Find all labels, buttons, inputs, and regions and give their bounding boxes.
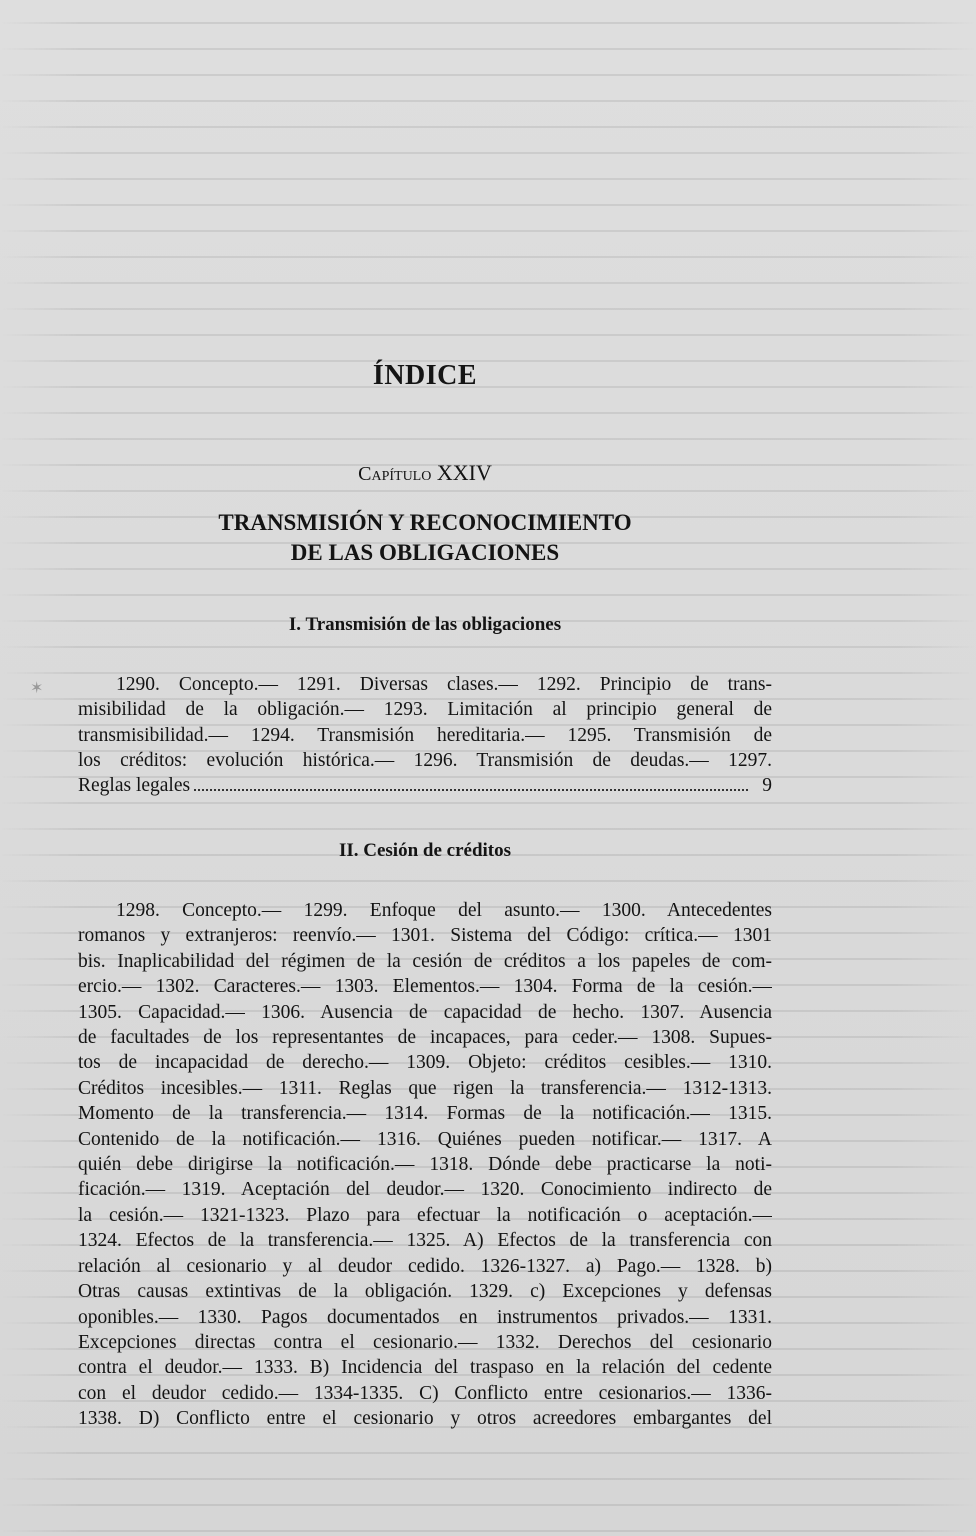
- summary-line: Créditos incesibles.— 1311. Reglas que rigen la transferencia.— 1312-1313.: [78, 1077, 772, 1099]
- section-summary-paragraph: [78, 672, 772, 774]
- summary-line: 1298. Concepto.— 1299. Enfoque del asunto.— 1300. Antecedentes: [116, 900, 772, 921]
- summary-line: transmisibilidad.— 1294. Transmisión hereditaria.— 1295. Transmisión de: [78, 724, 772, 746]
- summary-line: 1290. Concepto.— 1291. Diversas clases.— 1292. Principio de trans-: [116, 674, 772, 695]
- summary-line: ficación.— 1319. Aceptación del deudor.— 1320. Conocimiento indirecto de: [78, 1179, 772, 1201]
- chapter-title-line: TRANSMISIÓN Y RECONOCIMIENTO: [218, 510, 632, 535]
- summary-line: Contenido de la notificación.— 1316. Quiénes pueden notificar.— 1317. A: [78, 1128, 772, 1150]
- chapter-title: [78, 508, 772, 568]
- summary-line: relación al cesionario y al deudor cedido. 1326-1327. a) Pago.— 1328. b): [78, 1255, 772, 1277]
- ink-speck-icon: ✶: [30, 680, 44, 697]
- summary-line: con el deudor cedido.— 1334-1335. C) Conflicto entre cesionarios.— 1336-: [78, 1382, 772, 1404]
- chapter-number: XXIV: [436, 460, 492, 485]
- chapter-label-word: Capítulo: [358, 463, 432, 485]
- summary-line: los créditos: evolución histórica.— 1296. Transmisión de deudas.— 1297.: [78, 750, 772, 772]
- summary-line: bis. Inaplicabilidad del régimen de la cesión de créditos a los papeles de com-: [78, 950, 772, 972]
- summary-line: tos de incapacidad de derecho.— 1309. Objeto: créditos cesibles.— 1310.: [78, 1052, 772, 1074]
- section-heading: I. Transmisión de las obligaciones: [288, 614, 562, 635]
- summary-line: ercio.— 1302. Caracteres.— 1303. Elementos.— 1304. Forma de la cesión.—: [78, 976, 772, 998]
- toc-entry-row: [78, 773, 772, 798]
- chapter-title-line: DE LAS OBLIGACIONES: [290, 540, 560, 565]
- summary-line: misibilidad de la obligación.— 1293. Limitación al principio general de: [78, 699, 772, 721]
- section-heading: II. Cesión de créditos: [338, 840, 512, 861]
- toc-page-number: 9: [762, 775, 772, 796]
- summary-line: la cesión.— 1321-1323. Plazo para efectuar la notificación o aceptación.—: [78, 1204, 772, 1226]
- summary-line: Momento de la transferencia.— 1314. Formas de la notificación.— 1315.: [78, 1103, 772, 1125]
- summary-line: de facultades de los representantes de incapaces, para ceder.— 1308. Supues-: [78, 1027, 772, 1049]
- dot-leader: [194, 788, 748, 791]
- summary-line: Excepciones directas contra el cesionario.— 1332. Derechos del cesionario: [78, 1331, 772, 1353]
- summary-line: Otras causas extintivas de la obligación. 1329. c) Excepciones y defensas: [78, 1281, 772, 1303]
- summary-line: 1305. Capacidad.— 1306. Ausencia de capacidad de hecho. 1307. Ausencia: [78, 1001, 772, 1023]
- summary-line: 1338. D) Conflicto entre el cesionario y otros acreedores embargantes del: [78, 1408, 772, 1430]
- section-summary-paragraph: [78, 898, 772, 1432]
- summary-line: contra el deudor.— 1333. B) Incidencia del traspaso en la relación del cedente: [78, 1357, 772, 1379]
- summary-line: oponibles.— 1330. Pagos documentados en instrumentos privados.— 1331.: [78, 1306, 772, 1328]
- summary-line: quién debe dirigirse la notificación.— 1318. Dónde debe practicarse la noti-: [78, 1154, 772, 1176]
- summary-line: romanos y extranjeros: reenvío.— 1301. Sistema del Código: crítica.— 1301: [78, 925, 772, 947]
- summary-line: 1324. Efectos de la transferencia.— 1325. A) Efectos de la transferencia con: [78, 1230, 772, 1252]
- toc-entry-label: Reglas legales: [78, 775, 191, 796]
- chapter-label: [78, 460, 772, 486]
- index-title: ÍNDICE: [372, 360, 478, 391]
